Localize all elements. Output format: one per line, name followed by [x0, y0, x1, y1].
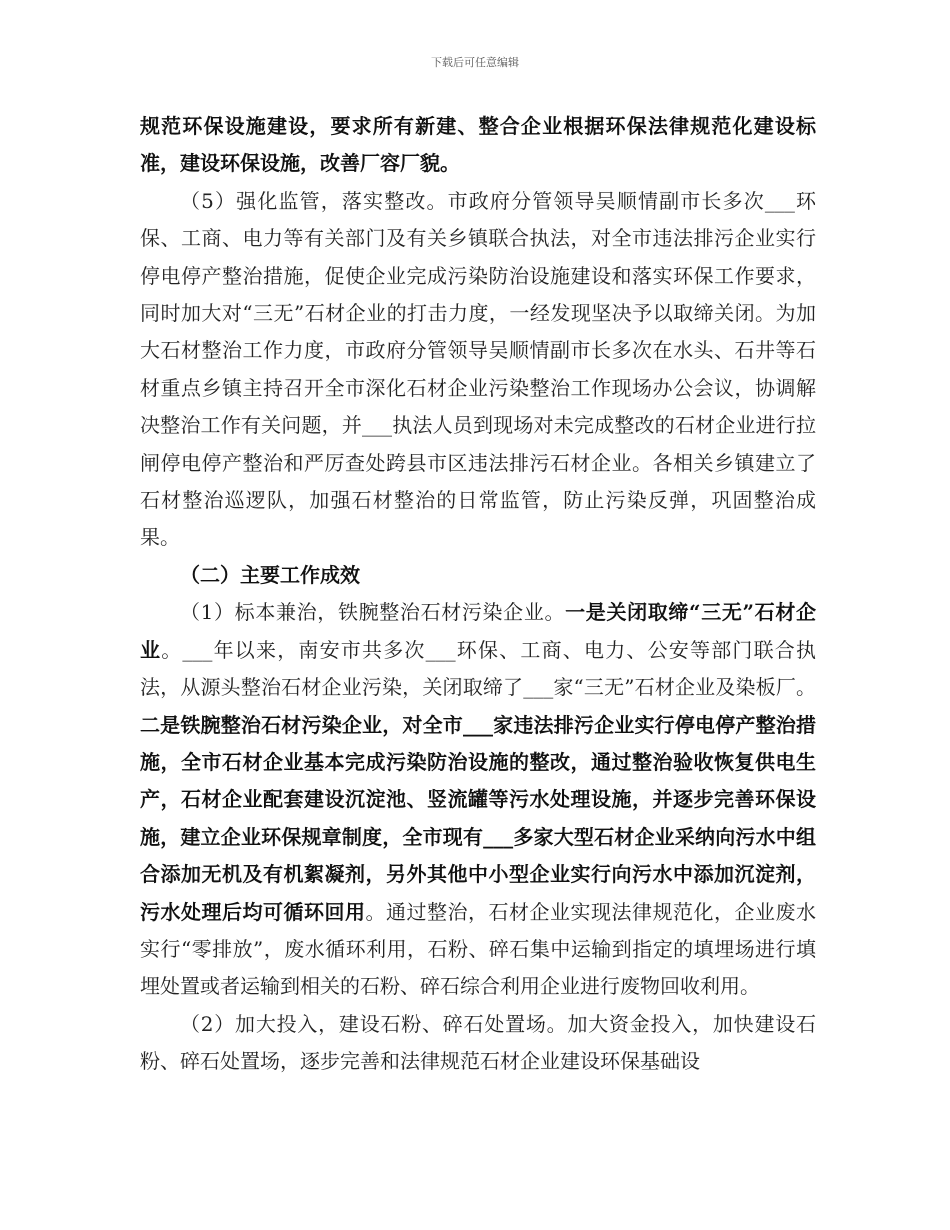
paragraph-1 — [140, 108, 816, 183]
paragraph-3-seg-2: 一是关闭取缔“三无”石材企业 — [140, 600, 816, 662]
paragraph-4-text: （2）加大投入，建设石粉、碎石处置场。加大资金投入，加快建设石粉、碎石处置场，逐步完善和法律规范石材企业建设环保基础设 — [140, 1011, 816, 1074]
paragraph-1-text: 规范环保设施建设，要求所有新建、整合企业根据环保法律规范化建设标准，建设环保设施，改善厂容厂貌。 — [140, 114, 816, 176]
paragraph-2-text: （5）强化监管，落实整改。市政府分管领导吴顺情副市长多次___环保、工商、电力等有关部门及有关乡镇联合执法，对全市违法排污企业实行停电停产整治措施，促使企业完成污染防治设施建设和落实环保工作要求，同时加大对“三无”石材企业的打击力度，一经发现坚决予以取缔关闭。为加大石材整治工作力度，市政府分管领导吴顺情副市长多次在水头、石井等石材重点乡镇主持召开全市深化石材企业污染整治工作现场办公会议，协调解决整治工作有关问题，并___执法人员到现场对未完成整改的石材企业进行拉闸停电停产整治和严厉查处跨县市区违法排污石材企业。各相关乡镇建立了石材整治巡逻队，加强石材整治的日常监管，防止污染反弹，巩固整治成果。 — [140, 188, 816, 550]
section-heading — [140, 557, 816, 594]
paragraph-3-seg-3: 。___年以来，南安市共多次___环保、工商、电力、公安等部门联合执法，从源头整治石材企业污染，关闭取缔了___家“三无”石材企业及染板厂。 — [140, 637, 817, 700]
paragraph-4 — [140, 1006, 816, 1081]
section-heading-text: （二）主要工作成效 — [180, 562, 360, 587]
page-header: 下载后可任意编辑 — [431, 56, 519, 69]
paragraph-2 — [140, 183, 816, 557]
paragraph-3-seg-5: 。通过整治，石材企业实现法律规范化，企业废水实行“零排放”，废水循环利用，石粉、碎石集中运输到指定的填埋场进行填埋处置或者运输到相关的石粉、碎石综合利用企业进行废物回收利用。 — [140, 899, 816, 999]
paragraph-3-seg-1: （1）标本兼治，铁腕整治石材污染企业。 — [180, 600, 566, 625]
paragraph-3-seg-4: 二是铁腕整治石材污染企业，对全市___家违法排污企业实行停电停产整治措施，全市石材企业基本完成污染防治设施的整改，通过整治验收恢复供电生产，石材企业配套建设沉淀池、竖流罐等污水处理设施，并逐步完善环保设施，建立企业环保规章制度，全市现有___多家大型石材企业采纳向污水中组合添加无机及有机絮凝剂，另外其他中小型企业实行向污水中添加沉淀剂，污水处理后均可循环回用 — [140, 712, 816, 924]
paragraph-3 — [140, 594, 816, 1005]
document-body — [140, 108, 816, 1081]
